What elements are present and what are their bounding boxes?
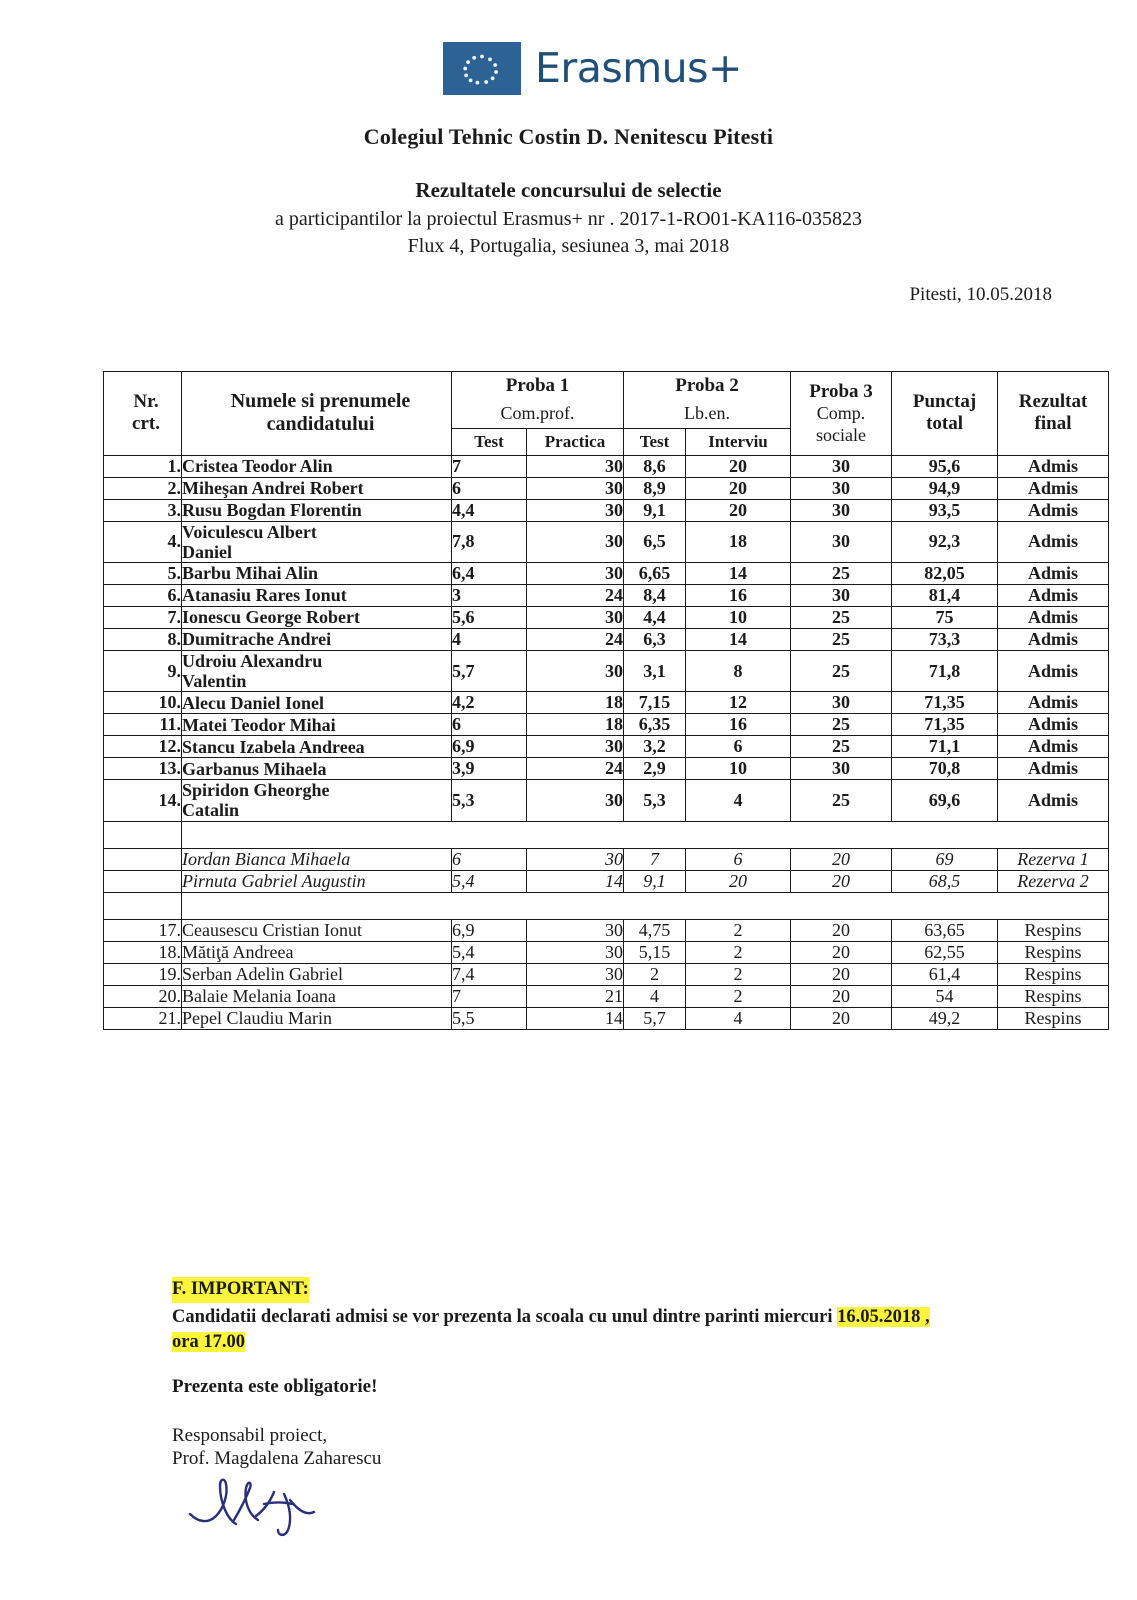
cell-proba1-practica: 30 <box>527 455 624 477</box>
cell-rezultat-final: Admis <box>998 714 1109 736</box>
cell-proba2-test: 4,4 <box>624 607 686 629</box>
col-header-punctaj-line2: total <box>926 413 963 435</box>
candidate-name-line: Atanasiu Rares Ionut <box>182 585 347 606</box>
cell-proba3: 30 <box>791 499 892 521</box>
table-row <box>104 985 1109 1007</box>
cell-proba2-interviu: 2 <box>686 963 791 985</box>
cell-nr: 4. <box>104 521 182 562</box>
cell-proba3: 30 <box>791 758 892 780</box>
cell-nr: 19. <box>104 963 182 985</box>
cell-candidate-name <box>182 758 452 780</box>
cell-proba1-practica: 24 <box>527 629 624 651</box>
candidate-name-line: Valentin <box>182 671 247 692</box>
cell-proba2-test: 6,5 <box>624 521 686 562</box>
table-row <box>104 477 1109 499</box>
table-row <box>104 607 1109 629</box>
cell-proba1-test: 3,9 <box>452 758 527 780</box>
cell-proba1-practica: 30 <box>527 651 624 692</box>
cell-nr: 20. <box>104 985 182 1007</box>
table-row <box>104 870 1109 892</box>
cell-punctaj-total: 71,35 <box>892 692 998 714</box>
important-note-body <box>172 1305 1052 1356</box>
cell-proba2-interviu: 20 <box>686 477 791 499</box>
cell-proba2-test: 6,65 <box>624 563 686 585</box>
candidate-name-line: Cristea Teodor Alin <box>182 456 333 477</box>
cell-proba1-test: 6 <box>452 714 527 736</box>
col-header-punctaj <box>892 372 998 456</box>
cell-proba2-test: 4,75 <box>624 919 686 941</box>
cell-rezultat-final: Respins <box>998 963 1109 985</box>
cell-rezultat-final: Rezerva 2 <box>998 870 1109 892</box>
cell-nr: 21. <box>104 1007 182 1029</box>
cell-proba2-interviu: 6 <box>686 736 791 758</box>
cell-proba3: 30 <box>791 455 892 477</box>
cell-rezultat-final: Admis <box>998 585 1109 607</box>
cell-punctaj-total: 95,6 <box>892 455 998 477</box>
cell-rezultat-final: Admis <box>998 629 1109 651</box>
cell-proba1-practica: 30 <box>527 941 624 963</box>
table-row <box>104 736 1109 758</box>
cell-punctaj-total: 71,8 <box>892 651 998 692</box>
cell-proba1-test: 4,2 <box>452 692 527 714</box>
spacer-cell <box>104 892 182 919</box>
candidate-name-line: Ceausescu Cristian Ionut <box>182 920 362 941</box>
cell-proba1-test: 6 <box>452 848 527 870</box>
table-row <box>104 848 1109 870</box>
cell-nr: 6. <box>104 585 182 607</box>
cell-proba1-test: 5,5 <box>452 1007 527 1029</box>
col-header-name-line1: Numele si prenumele <box>230 389 411 412</box>
cell-rezultat-final: Admis <box>998 499 1109 521</box>
cell-candidate-name <box>182 563 452 585</box>
cell-proba1-practica: 30 <box>527 736 624 758</box>
cell-rezultat-final: Respins <box>998 1007 1109 1029</box>
cell-proba1-practica: 30 <box>527 963 624 985</box>
cell-nr <box>104 870 182 892</box>
cell-candidate-name <box>182 919 452 941</box>
cell-nr: 3. <box>104 499 182 521</box>
cell-proba3: 20 <box>791 941 892 963</box>
cell-proba2-interviu: 16 <box>686 714 791 736</box>
cell-punctaj-total: 71,35 <box>892 714 998 736</box>
col-header-nr <box>104 372 182 456</box>
col-header-nr-line2: crt. <box>132 413 160 435</box>
table-spacer-row <box>104 892 1109 919</box>
cell-proba3: 30 <box>791 477 892 499</box>
cell-proba3: 20 <box>791 985 892 1007</box>
cell-proba3: 25 <box>791 780 892 821</box>
signature-role: Responsabil proiect, <box>172 1425 328 1446</box>
col-header-rezultat-line1: Rezultat <box>1018 390 1088 412</box>
cell-nr: 17. <box>104 919 182 941</box>
cell-proba1-practica: 24 <box>527 758 624 780</box>
table-row <box>104 521 1109 562</box>
candidate-name-line: Mătiţă Andreea <box>182 942 294 963</box>
cell-proba1-test: 5,4 <box>452 870 527 892</box>
page-title: Rezultatele concursului de selectie <box>415 178 722 202</box>
note-date-highlight: 16.05.2018 , <box>837 1306 930 1327</box>
candidate-name-line: Udroiu Alexandru <box>182 651 323 671</box>
cell-nr: 13. <box>104 758 182 780</box>
table-body <box>104 455 1109 1029</box>
erasmus-wordmark: Erasmus+ <box>535 44 742 92</box>
cell-candidate-name <box>182 870 452 892</box>
spacer-cell <box>182 892 1109 919</box>
cell-rezultat-final: Admis <box>998 607 1109 629</box>
col-header-proba1: Proba 1 <box>452 372 624 401</box>
cell-proba2-test: 4 <box>624 985 686 1007</box>
cell-proba1-practica: 18 <box>527 692 624 714</box>
candidate-name-line: Dumitrache Andrei <box>182 629 332 650</box>
table-row <box>104 919 1109 941</box>
cell-proba3: 25 <box>791 651 892 692</box>
cell-candidate-name <box>182 780 452 821</box>
table-row <box>104 1007 1109 1029</box>
cell-proba1-practica: 30 <box>527 477 624 499</box>
cell-punctaj-total: 82,05 <box>892 563 998 585</box>
cell-proba2-test: 5,3 <box>624 780 686 821</box>
cell-punctaj-total: 93,5 <box>892 499 998 521</box>
cell-punctaj-total: 92,3 <box>892 521 998 562</box>
cell-nr: 5. <box>104 563 182 585</box>
cell-proba1-test: 7 <box>452 985 527 1007</box>
cell-candidate-name <box>182 963 452 985</box>
col-header-proba3 <box>791 372 892 456</box>
cell-proba1-test: 6 <box>452 477 527 499</box>
cell-candidate-name <box>182 629 452 651</box>
cell-proba2-interviu: 20 <box>686 455 791 477</box>
cell-punctaj-total: 63,65 <box>892 919 998 941</box>
cell-proba2-test: 2,9 <box>624 758 686 780</box>
cell-proba3: 30 <box>791 692 892 714</box>
cell-rezultat-final: Admis <box>998 477 1109 499</box>
cell-candidate-name <box>182 848 452 870</box>
cell-proba2-interviu: 20 <box>686 870 791 892</box>
cell-proba1-test: 6,9 <box>452 736 527 758</box>
candidate-name-line: Miheşan Andrei Robert <box>182 478 364 499</box>
cell-proba2-interviu: 4 <box>686 780 791 821</box>
cell-proba2-test: 3,2 <box>624 736 686 758</box>
cell-proba3: 20 <box>791 919 892 941</box>
cell-proba2-interviu: 6 <box>686 848 791 870</box>
school-title: Colegiul Tehnic Costin D. Nenitescu Pitesti <box>363 124 774 149</box>
col-header-proba1-practica: Practica <box>527 428 624 455</box>
cell-proba1-test: 7,8 <box>452 521 527 562</box>
cell-rezultat-final: Respins <box>998 985 1109 1007</box>
cell-candidate-name <box>182 941 452 963</box>
cell-proba3: 25 <box>791 714 892 736</box>
table-row <box>104 563 1109 585</box>
col-header-proba2-test: Test <box>624 428 686 455</box>
spacer-cell <box>104 821 182 848</box>
cell-proba2-test: 6,3 <box>624 629 686 651</box>
cell-punctaj-total: 61,4 <box>892 963 998 985</box>
eu-flag-icon <box>443 42 521 95</box>
cell-proba2-test: 8,4 <box>624 585 686 607</box>
cell-nr: 12. <box>104 736 182 758</box>
cell-candidate-name <box>182 692 452 714</box>
cell-candidate-name <box>182 736 452 758</box>
cell-candidate-name <box>182 607 452 629</box>
cell-rezultat-final: Admis <box>998 736 1109 758</box>
cell-punctaj-total: 69,6 <box>892 780 998 821</box>
cell-proba1-test: 6,4 <box>452 563 527 585</box>
cell-proba1-test: 7 <box>452 455 527 477</box>
cell-candidate-name <box>182 651 452 692</box>
cell-proba1-practica: 24 <box>527 585 624 607</box>
cell-rezultat-final: Rezerva 1 <box>998 848 1109 870</box>
cell-nr: 7. <box>104 607 182 629</box>
col-header-proba1-sub: Com.prof. <box>452 400 624 428</box>
candidate-name-line: Balaie Melania Ioana <box>182 986 336 1007</box>
cell-proba1-practica: 30 <box>527 919 624 941</box>
candidate-name-line: Alecu Daniel Ionel <box>182 692 324 713</box>
cell-proba2-test: 7,15 <box>624 692 686 714</box>
cell-proba1-test: 6,9 <box>452 919 527 941</box>
candidate-name-line: Pirnuta Gabriel Augustin <box>182 871 366 892</box>
cell-proba2-interviu: 10 <box>686 758 791 780</box>
table-row <box>104 758 1109 780</box>
cell-proba3: 25 <box>791 736 892 758</box>
cell-proba1-practica: 21 <box>527 985 624 1007</box>
cell-punctaj-total: 94,9 <box>892 477 998 499</box>
col-header-name <box>182 372 452 456</box>
table-row <box>104 651 1109 692</box>
candidate-name-line: Pepel Claudiu Marin <box>182 1008 332 1029</box>
cell-proba1-test: 5,6 <box>452 607 527 629</box>
candidate-name-line: Stancu Izabela Andreea <box>182 736 365 757</box>
cell-nr: 9. <box>104 651 182 692</box>
cell-nr: 10. <box>104 692 182 714</box>
cell-proba2-test: 6,35 <box>624 714 686 736</box>
cell-proba2-interviu: 10 <box>686 607 791 629</box>
cell-proba2-interviu: 14 <box>686 629 791 651</box>
table-row <box>104 455 1109 477</box>
col-header-proba3-sub2: sociale <box>816 424 867 445</box>
cell-proba3: 20 <box>791 1007 892 1029</box>
cell-proba2-interviu: 2 <box>686 985 791 1007</box>
cell-punctaj-total: 81,4 <box>892 585 998 607</box>
cell-proba1-practica: 30 <box>527 563 624 585</box>
cell-proba2-interviu: 14 <box>686 563 791 585</box>
cell-rezultat-final: Admis <box>998 780 1109 821</box>
cell-proba1-practica: 30 <box>527 607 624 629</box>
signature-block <box>172 1424 381 1470</box>
cell-punctaj-total: 75 <box>892 607 998 629</box>
cell-nr: 18. <box>104 941 182 963</box>
cell-proba1-test: 4 <box>452 629 527 651</box>
col-header-proba3-title: Proba 3 <box>809 380 873 402</box>
cell-proba1-test: 5,7 <box>452 651 527 692</box>
cell-proba3: 25 <box>791 563 892 585</box>
table-row <box>104 714 1109 736</box>
cell-proba3: 30 <box>791 585 892 607</box>
cell-proba2-interviu: 8 <box>686 651 791 692</box>
cell-proba2-test: 7 <box>624 848 686 870</box>
cell-punctaj-total: 49,2 <box>892 1007 998 1029</box>
cell-proba2-test: 5,7 <box>624 1007 686 1029</box>
cell-proba2-interviu: 2 <box>686 941 791 963</box>
cell-proba2-test: 2 <box>624 963 686 985</box>
cell-rezultat-final: Admis <box>998 758 1109 780</box>
cell-proba1-practica: 18 <box>527 714 624 736</box>
cell-proba2-test: 3,1 <box>624 651 686 692</box>
col-header-proba3-sub1: Comp. <box>816 403 866 424</box>
cell-rezultat-final: Admis <box>998 455 1109 477</box>
erasmus-logo <box>443 42 742 95</box>
cell-proba1-practica: 30 <box>527 499 624 521</box>
cell-punctaj-total: 71,1 <box>892 736 998 758</box>
cell-punctaj-total: 69 <box>892 848 998 870</box>
candidate-name-line: Serban Adelin Gabriel <box>182 964 343 985</box>
table-header <box>104 372 1109 456</box>
flux-subtitle: Flux 4, Portugalia, sesiunea 3, mai 2018 <box>407 235 730 257</box>
note-time-highlight: ora 17.00 <box>172 1332 245 1353</box>
cell-proba2-interviu: 18 <box>686 521 791 562</box>
col-header-nr-line1: Nr. <box>133 390 159 412</box>
cell-punctaj-total: 73,3 <box>892 629 998 651</box>
spacer-cell <box>182 821 1109 848</box>
cell-proba2-test: 5,15 <box>624 941 686 963</box>
cell-proba1-practica: 14 <box>527 870 624 892</box>
table-row <box>104 499 1109 521</box>
cell-proba2-interviu: 4 <box>686 1007 791 1029</box>
candidate-name-line: Garbanus Mihaela <box>182 758 327 779</box>
candidate-name-line: Daniel <box>182 541 233 562</box>
cell-candidate-name <box>182 714 452 736</box>
cell-candidate-name <box>182 1007 452 1029</box>
cell-proba1-test: 5,3 <box>452 780 527 821</box>
cell-proba1-practica: 30 <box>527 780 624 821</box>
cell-proba1-test: 7,4 <box>452 963 527 985</box>
table-row <box>104 585 1109 607</box>
cell-candidate-name <box>182 985 452 1007</box>
col-header-proba2-interviu: Interviu <box>686 428 791 455</box>
candidate-name-line: Voiculescu Albert <box>182 521 317 542</box>
cell-proba1-practica: 14 <box>527 1007 624 1029</box>
cell-candidate-name <box>182 521 452 562</box>
cell-nr: 1. <box>104 455 182 477</box>
cell-punctaj-total: 70,8 <box>892 758 998 780</box>
cell-proba1-test: 5,4 <box>452 941 527 963</box>
candidate-name-line: Barbu Mihai Alin <box>182 563 319 584</box>
col-header-rezultat <box>998 372 1109 456</box>
col-header-proba2: Proba 2 <box>624 372 791 401</box>
cell-candidate-name <box>182 499 452 521</box>
cell-punctaj-total: 62,55 <box>892 941 998 963</box>
cell-candidate-name <box>182 455 452 477</box>
cell-proba2-test: 8,9 <box>624 477 686 499</box>
cell-candidate-name <box>182 585 452 607</box>
col-header-rezultat-line2: final <box>1034 413 1072 435</box>
project-subtitle: a participantilor la proiectul Erasmus+ nr . 2017-1-RO01-KA116-035823 <box>274 208 863 230</box>
table-row <box>104 629 1109 651</box>
cell-rezultat-final: Admis <box>998 521 1109 562</box>
table-row <box>104 941 1109 963</box>
results-table <box>103 371 1109 1030</box>
cell-proba2-interviu: 12 <box>686 692 791 714</box>
cell-proba3: 20 <box>791 848 892 870</box>
col-header-punctaj-line1: Punctaj <box>912 390 977 412</box>
cell-proba2-test: 9,1 <box>624 870 686 892</box>
cell-proba2-interviu: 16 <box>686 585 791 607</box>
cell-rezultat-final: Admis <box>998 651 1109 692</box>
candidate-name-line: Catalin <box>182 800 240 821</box>
col-header-proba2-sub: Lb.en. <box>624 400 791 428</box>
cell-rezultat-final: Respins <box>998 919 1109 941</box>
handwritten-signature <box>186 1470 356 1540</box>
candidate-name-line: Ionescu George Robert <box>182 607 360 628</box>
table-row <box>104 780 1109 821</box>
cell-proba1-practica: 30 <box>527 521 624 562</box>
candidate-name-line: Iordan Bianca Mihaela <box>182 849 351 870</box>
note-text: Candidatii declarati admisi se vor prezenta la scoala cu unul dintre parinti miercuri <box>172 1306 838 1327</box>
table-row <box>104 963 1109 985</box>
cell-proba1-test: 3 <box>452 585 527 607</box>
cell-rezultat-final: Admis <box>998 563 1109 585</box>
cell-punctaj-total: 54 <box>892 985 998 1007</box>
cell-nr: 14. <box>104 780 182 821</box>
place-date: Pitesti, 10.05.2018 <box>909 284 1052 305</box>
cell-proba2-interviu: 20 <box>686 499 791 521</box>
signature-name: Prof. Magdalena Zaharescu <box>172 1448 382 1470</box>
cell-proba3: 20 <box>791 870 892 892</box>
cell-punctaj-total: 68,5 <box>892 870 998 892</box>
cell-proba3: 25 <box>791 607 892 629</box>
cell-nr: 8. <box>104 629 182 651</box>
cell-proba1-test: 4,4 <box>452 499 527 521</box>
cell-rezultat-final: Respins <box>998 941 1109 963</box>
cell-candidate-name <box>182 477 452 499</box>
table-spacer-row <box>104 821 1109 848</box>
cell-proba3: 20 <box>791 963 892 985</box>
candidate-name-line: Matei Teodor Mihai <box>182 714 336 735</box>
cell-proba3: 30 <box>791 521 892 562</box>
cell-proba2-test: 9,1 <box>624 499 686 521</box>
candidate-name-line: Rusu Bogdan Florentin <box>182 500 362 521</box>
cell-proba3: 25 <box>791 629 892 651</box>
col-header-name-line2: candidatului <box>266 413 375 436</box>
table-row <box>104 692 1109 714</box>
cell-proba1-practica: 30 <box>527 848 624 870</box>
cell-nr: 2. <box>104 477 182 499</box>
cell-nr: 11. <box>104 714 182 736</box>
cell-nr <box>104 848 182 870</box>
candidate-name-line: Spiridon Gheorghe <box>182 780 330 801</box>
col-header-proba1-test: Test <box>452 428 527 455</box>
cell-rezultat-final: Admis <box>998 692 1109 714</box>
obligatory-note: Prezenta este obligatorie! <box>172 1376 378 1397</box>
important-label: F. IMPORTANT: <box>172 1277 309 1303</box>
cell-proba2-interviu: 2 <box>686 919 791 941</box>
important-note <box>172 1277 1052 1356</box>
cell-proba2-test: 8,6 <box>624 455 686 477</box>
